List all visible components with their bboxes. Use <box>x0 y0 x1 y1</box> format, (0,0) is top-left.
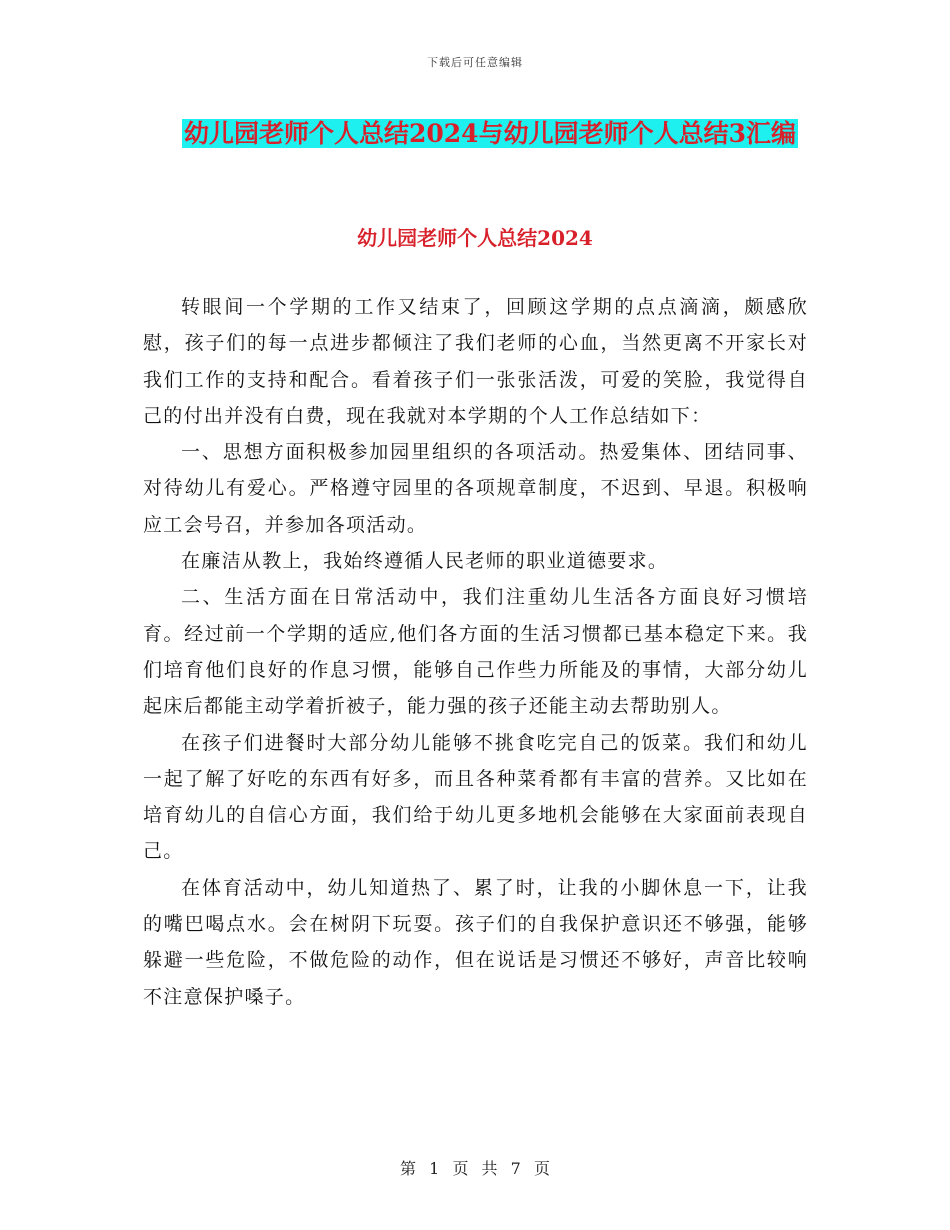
page-label-prefix: 第 <box>400 1159 417 1178</box>
total-pages-number: 7 <box>510 1159 521 1178</box>
current-page-number: 1 <box>429 1159 440 1178</box>
body-paragraph: 在廉洁从教上，我始终遵循人民老师的职业道德要求。 <box>181 550 669 573</box>
body-paragraph: 二、生活方面在日常活动中，我们注重幼儿生活各方面良好习惯培育。经过前一个学期的适应,他们各方面的生活习惯都已基本稳定下来。我们培育他们良好的作息习惯，能够自己作些力所能及的事情，大部分幼儿起床后都能主动学着折被子，能力强的孩子还能主动去帮助别人。 <box>143 586 808 718</box>
body-paragraph: 一、思想方面积极参加园里组织的各项活动。热爱集体、团结同事、对待幼儿有爱心。严格遵守园里的各项规章制度，不迟到、早退。积极响应工会号召，并参加各项活动。 <box>143 441 808 536</box>
document-body <box>143 289 808 1015</box>
document-title <box>140 112 840 156</box>
header-note: 下载后可任意编辑 <box>427 56 523 69</box>
body-paragraph: 在孩子们进餐时大部分幼儿能够不挑食吃完自己的饭菜。我们和幼儿一起了解了好吃的东西有好多，而且各种菜肴都有丰富的营养。又比如在培育幼儿的自信心方面，我们给于幼儿更多地机会能够在大家面前表现自己。 <box>143 731 808 863</box>
body-paragraph: 在体育活动中，幼儿知道热了、累了时，让我的小脚休息一下，让我的嘴巴喝点水。会在树阴下玩耍。孩子们的自我保护意识还不够强，能够躲避一些危险，不做危险的动作，但在说话是习惯还不够好，声音比较响不注意保护嗓子。 <box>143 876 808 1008</box>
page-label-suffix: 页 <box>533 1159 550 1178</box>
section-title: 幼儿园老师个人总结2024 <box>357 226 593 250</box>
document-title-text: 幼儿园老师个人总结2024与幼儿园老师个人总结3汇编 <box>184 119 796 148</box>
page-label-mid: 页 <box>452 1159 469 1178</box>
page-footer <box>0 1156 950 1179</box>
body-paragraph: 转眼间一个学期的工作又结束了，回顾这学期的点点滴滴，颇感欣慰，孩子们的每一点进步都倾注了我们老师的心血，当然更离不开家长对我们工作的支持和配合。看着孩子们一张张活泼，可爱的笑脸，我觉得自己的付出并没有白费，现在我就对本学期的个人工作总结如下： <box>143 296 808 427</box>
total-label: 共 <box>481 1159 498 1178</box>
